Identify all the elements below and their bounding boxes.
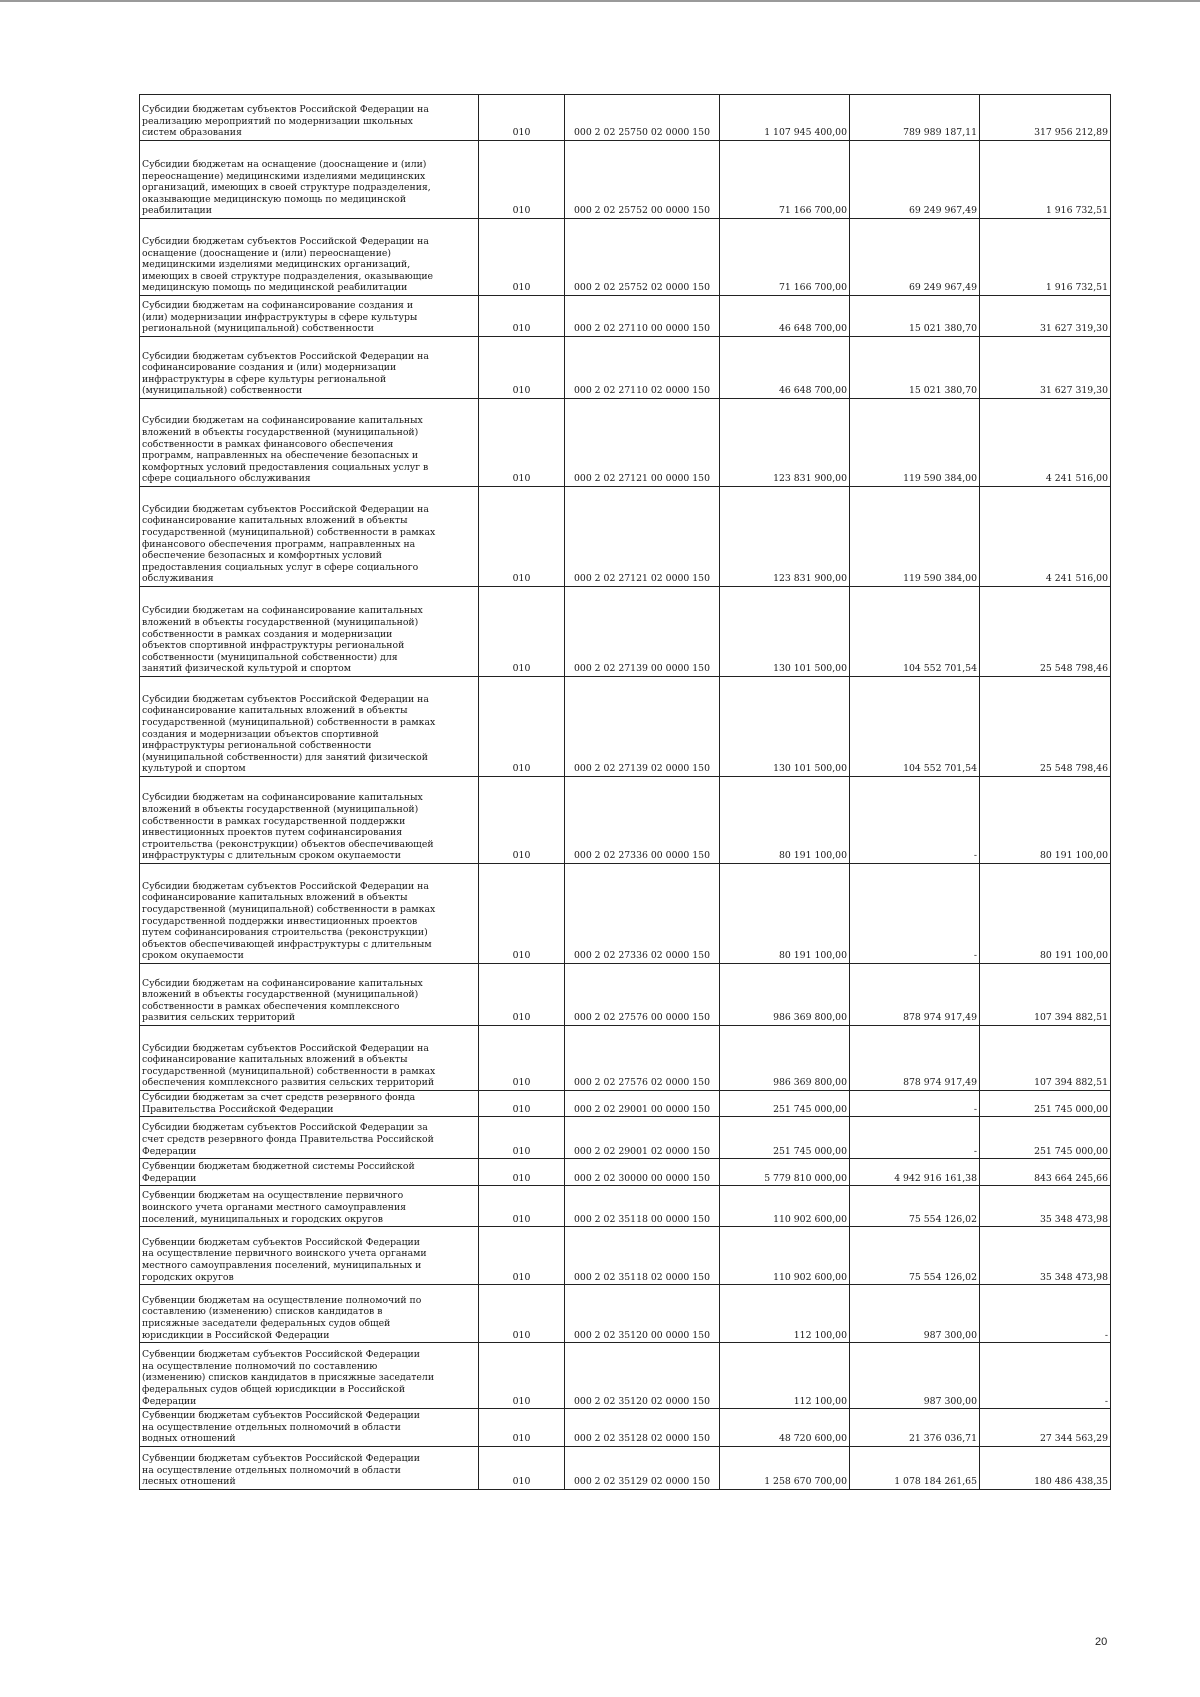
row-budget-code-text: 000 2 02 35118 02 0000 150 — [573, 1271, 711, 1283]
row-approved-amount-cell — [720, 399, 850, 487]
row-executed-amount-text: 104 552 701,54 — [903, 663, 977, 675]
row-budget-code-text: 000 2 02 35129 02 0000 150 — [573, 1476, 711, 1488]
row-admin-code-cell — [479, 219, 565, 296]
row-name-cell — [140, 1409, 479, 1447]
row-executed-amount-cell — [850, 1285, 980, 1343]
row-unexecuted-amount-text: 25 548 798,46 — [1039, 763, 1108, 775]
row-admin-code-cell — [479, 1159, 565, 1186]
row-name-cell — [140, 677, 479, 777]
row-name-cell — [140, 219, 479, 296]
row-budget-code-text: 000 2 02 25752 00 0000 150 — [573, 205, 711, 217]
row-approved-amount-cell — [720, 964, 850, 1026]
row-admin-code-cell — [479, 1026, 565, 1091]
row-budget-code-cell — [565, 677, 720, 777]
row-budget-code-cell — [565, 1091, 720, 1117]
row-approved-amount-text: 1 107 945 400,00 — [764, 127, 847, 139]
row-admin-code-text: 010 — [512, 1103, 531, 1115]
row-executed-amount-cell — [850, 1446, 980, 1489]
row-executed-amount-cell — [850, 677, 980, 777]
row-admin-code-cell — [479, 1227, 565, 1285]
row-name-cell — [140, 1159, 479, 1186]
row-executed-amount-cell — [850, 777, 980, 864]
row-budget-code-cell — [565, 1343, 720, 1409]
row-budget-code-cell — [565, 587, 720, 677]
table-row — [140, 1409, 1111, 1447]
row-approved-amount-text: 130 101 500,00 — [773, 663, 847, 675]
row-admin-code-cell — [479, 141, 565, 219]
row-name-text: Субсидии бюджетам субъектов Российской Федерации на софинансирование капитальных вложений в объекты государственной (муниципальной) собственности в рамках обеспечения комплексного развития сельских территорий — [142, 1042, 436, 1089]
row-unexecuted-amount-text: 4 241 516,00 — [1045, 573, 1108, 585]
row-name-text: Субвенции бюджетам субъектов Российской Федерации на осуществление полномочий по составлению (изменению) списков кандидатов в присяжные заседатели федеральных судов общей юрисдикции в Российской Федерации — [142, 1349, 435, 1407]
row-budget-code-cell — [565, 964, 720, 1026]
row-unexecuted-amount-cell — [980, 587, 1111, 677]
row-approved-amount-text: 80 191 100,00 — [778, 950, 847, 962]
row-admin-code-cell — [479, 1091, 565, 1117]
row-unexecuted-amount-cell — [980, 1186, 1111, 1227]
table-row — [140, 964, 1111, 1026]
row-admin-code-text: 010 — [512, 573, 531, 585]
row-budget-code-cell — [565, 399, 720, 487]
row-unexecuted-amount-text: 251 745 000,00 — [1034, 1103, 1108, 1115]
row-budget-code-cell — [565, 219, 720, 296]
row-budget-code-text: 000 2 02 29001 02 0000 150 — [573, 1145, 711, 1157]
row-executed-amount-cell — [850, 219, 980, 296]
row-admin-code-cell — [479, 487, 565, 587]
row-unexecuted-amount-cell — [980, 777, 1111, 864]
row-approved-amount-text: 112 100,00 — [793, 1395, 847, 1407]
row-budget-code-cell — [565, 1186, 720, 1227]
row-name-cell — [140, 1091, 479, 1117]
row-name-text: Субвенции бюджетам субъектов Российской Федерации на осуществление первичного воинского учета органами местного самоуправления поселений, муниципальных и городских округов — [142, 1236, 427, 1283]
row-admin-code-text: 010 — [512, 1172, 531, 1184]
row-executed-amount-text: 119 590 384,00 — [903, 473, 977, 485]
row-unexecuted-amount-text: 4 241 516,00 — [1045, 473, 1108, 485]
table-row — [140, 337, 1111, 399]
row-executed-amount-cell — [850, 1343, 980, 1409]
row-budget-code-text: 000 2 02 35118 00 0000 150 — [573, 1213, 711, 1225]
row-name-cell — [140, 296, 479, 337]
row-budget-code-text: 000 2 02 35120 00 0000 150 — [573, 1329, 711, 1341]
row-admin-code-text: 010 — [512, 950, 531, 962]
row-admin-code-cell — [479, 399, 565, 487]
row-name-text: Субсидии бюджетам субъектов Российской Федерации на софинансирование капитальных вложений в объекты государственной (муниципальной) собственности в рамках создания и модернизации объектов спортивной инфраструктуры региональной собственности (муниципальной собственности) для занятий физической культурой и спортом — [142, 693, 436, 775]
row-unexecuted-amount-text: 80 191 100,00 — [1039, 850, 1108, 862]
row-approved-amount-text: 110 902 600,00 — [773, 1213, 847, 1225]
row-executed-amount-cell — [850, 1186, 980, 1227]
table-row — [140, 1026, 1111, 1091]
row-name-text: Субсидии бюджетам субъектов Российской Федерации на софинансирование капитальных вложений в объекты государственной (муниципальной) собственности в рамках государственной поддержки инвестиционных проектов путем софинансирования строительства (реконструкции) объектов обеспечивающей инфраструктуры с длительным сроком окупаемости — [142, 880, 436, 962]
row-budget-code-text: 000 2 02 35120 02 0000 150 — [573, 1395, 711, 1407]
row-admin-code-cell — [479, 1285, 565, 1343]
row-budget-code-text: 000 2 02 25752 02 0000 150 — [573, 282, 711, 294]
table-row — [140, 777, 1111, 864]
row-unexecuted-amount-text: 35 348 473,98 — [1039, 1271, 1108, 1283]
row-admin-code-text: 010 — [512, 1476, 531, 1488]
table-row — [140, 219, 1111, 296]
table-row — [140, 1186, 1111, 1227]
table-row — [140, 1343, 1111, 1409]
table-row — [140, 95, 1111, 141]
row-name-cell — [140, 964, 479, 1026]
row-name-text: Субсидии бюджетам на софинансирование капитальных вложений в объекты государственной (муниципальной) собственности в рамках создания и модернизации объектов спортивной инфраструктуры региональной собственности (муниципальной собственности) для занятий физической культурой и спортом — [142, 605, 423, 675]
row-approved-amount-text: 1 258 670 700,00 — [764, 1476, 847, 1488]
row-admin-code-text: 010 — [512, 1012, 531, 1024]
row-admin-code-text: 010 — [512, 1271, 531, 1283]
row-executed-amount-cell — [850, 587, 980, 677]
row-approved-amount-text: 110 902 600,00 — [773, 1271, 847, 1283]
row-name-cell — [140, 337, 479, 399]
table-row — [140, 399, 1111, 487]
row-unexecuted-amount-text: 251 745 000,00 — [1034, 1145, 1108, 1157]
row-admin-code-cell — [479, 1409, 565, 1447]
row-name-text: Субсидии бюджетам за счет средств резервного фонда Правительства Российской Федерации — [142, 1092, 416, 1115]
table-row — [140, 677, 1111, 777]
row-unexecuted-amount-text: 180 486 438,35 — [1034, 1476, 1108, 1488]
row-executed-amount-cell — [850, 1091, 980, 1117]
row-name-cell — [140, 1117, 479, 1159]
row-executed-amount-cell — [850, 1117, 980, 1159]
row-admin-code-text: 010 — [512, 282, 531, 294]
row-approved-amount-cell — [720, 864, 850, 964]
row-unexecuted-amount-cell — [980, 1159, 1111, 1186]
table-row — [140, 1227, 1111, 1285]
row-unexecuted-amount-cell — [980, 95, 1111, 141]
row-name-cell — [140, 1285, 479, 1343]
row-admin-code-cell — [479, 677, 565, 777]
row-name-cell — [140, 141, 479, 219]
row-approved-amount-text: 986 369 800,00 — [773, 1077, 847, 1089]
row-executed-amount-text: 15 021 380,70 — [908, 323, 977, 335]
row-unexecuted-amount-text: 107 394 882,51 — [1034, 1012, 1108, 1024]
row-name-cell — [140, 1227, 479, 1285]
row-approved-amount-cell — [720, 1343, 850, 1409]
row-approved-amount-text: 112 100,00 — [793, 1329, 847, 1341]
row-approved-amount-cell — [720, 587, 850, 677]
row-unexecuted-amount-cell — [980, 1117, 1111, 1159]
row-budget-code-text: 000 2 02 27110 00 0000 150 — [573, 323, 711, 335]
row-name-text: Субсидии бюджетам на софинансирование капитальных вложений в объекты государственной (муниципальной) собственности в рамках финансового обеспечения программ, направленных на обеспечение безопасных и комфортных условий предоставления социальных услуг в сфере социального обслуживания — [142, 415, 429, 485]
row-unexecuted-amount-text: 107 394 882,51 — [1034, 1077, 1108, 1089]
row-unexecuted-amount-text: 31 627 319,30 — [1039, 385, 1108, 397]
row-budget-code-text: 000 2 02 27576 00 0000 150 — [573, 1012, 711, 1024]
row-name-text: Субсидии бюджетам субъектов Российской Федерации на софинансирование капитальных вложений в объекты государственной (муниципальной) собственности в рамках финансового обеспечения программ, направленных на обеспечение безопасных и комфортных условий предоставления социальных услуг в сфере социального обслуживания — [142, 503, 436, 585]
row-budget-code-text: 000 2 02 25750 02 0000 150 — [573, 127, 711, 139]
row-admin-code-cell — [479, 95, 565, 141]
row-approved-amount-text: 71 166 700,00 — [778, 282, 847, 294]
row-unexecuted-amount-text: 843 664 245,66 — [1034, 1172, 1108, 1184]
table-row — [140, 1117, 1111, 1159]
row-unexecuted-amount-cell — [980, 1227, 1111, 1285]
budget-table — [139, 94, 1111, 1490]
row-executed-amount-text: - — [973, 850, 977, 862]
row-executed-amount-text: 104 552 701,54 — [903, 763, 977, 775]
row-approved-amount-cell — [720, 141, 850, 219]
row-approved-amount-cell — [720, 1409, 850, 1447]
row-approved-amount-text: 251 745 000,00 — [773, 1103, 847, 1115]
row-unexecuted-amount-cell — [980, 1343, 1111, 1409]
row-approved-amount-cell — [720, 337, 850, 399]
row-admin-code-text: 010 — [512, 1213, 531, 1225]
row-approved-amount-cell — [720, 1026, 850, 1091]
row-executed-amount-text: - — [973, 1145, 977, 1157]
row-executed-amount-text: - — [973, 1103, 977, 1115]
table-row — [140, 587, 1111, 677]
row-budget-code-cell — [565, 1159, 720, 1186]
row-executed-amount-text: - — [973, 950, 977, 962]
row-unexecuted-amount-cell — [980, 1409, 1111, 1447]
row-approved-amount-cell — [720, 1091, 850, 1117]
row-budget-code-text: 000 2 02 27121 02 0000 150 — [573, 573, 711, 585]
row-name-text: Субсидии бюджетам на софинансирование капитальных вложений в объекты государственной (муниципальной) собственности в рамках обеспечения комплексного развития сельских территорий — [142, 977, 423, 1024]
row-name-cell — [140, 487, 479, 587]
row-executed-amount-text: 75 554 126,02 — [908, 1213, 977, 1225]
row-budget-code-cell — [565, 141, 720, 219]
row-name-cell — [140, 1446, 479, 1489]
row-budget-code-text: 000 2 02 27121 00 0000 150 — [573, 473, 711, 485]
row-executed-amount-cell — [850, 1159, 980, 1186]
row-approved-amount-cell — [720, 95, 850, 141]
row-name-text: Субсидии бюджетам субъектов Российской Федерации за счет средств резервного фонда Правительства Российской Федерации — [142, 1122, 434, 1157]
row-unexecuted-amount-cell — [980, 337, 1111, 399]
row-executed-amount-text: 15 021 380,70 — [908, 385, 977, 397]
row-approved-amount-cell — [720, 1227, 850, 1285]
row-name-text: Субсидии бюджетам субъектов Российской Федерации на софинансирование создания и (или) модернизации инфраструктуры в сфере культуры региональной (муниципальной) собственности — [142, 350, 429, 397]
row-admin-code-cell — [479, 777, 565, 864]
row-unexecuted-amount-text: 1 916 732,51 — [1045, 282, 1108, 294]
row-executed-amount-text: 878 974 917,49 — [903, 1077, 977, 1089]
row-unexecuted-amount-text: 80 191 100,00 — [1039, 950, 1108, 962]
row-name-text: Субсидии бюджетам на оснащение (дооснащение и (или) переоснащение) медицинскими изделиями медицинских организаций, имеющих в своей структуре подразделения, оказывающие медицинскую помощь по медицинской реабилитации — [142, 159, 431, 217]
row-name-text: Субсидии бюджетам субъектов Российской Федерации на реализацию мероприятий по модернизации школьных систем образования — [142, 104, 429, 139]
row-unexecuted-amount-text: 31 627 319,30 — [1039, 323, 1108, 335]
row-executed-amount-cell — [850, 964, 980, 1026]
row-unexecuted-amount-cell — [980, 219, 1111, 296]
row-unexecuted-amount-text: 27 344 563,29 — [1039, 1433, 1108, 1445]
page-number: 20 — [1095, 1636, 1108, 1648]
row-executed-amount-text: 878 974 917,49 — [903, 1012, 977, 1024]
table-row — [140, 1446, 1111, 1489]
row-approved-amount-cell — [720, 1285, 850, 1343]
row-executed-amount-text: 119 590 384,00 — [903, 573, 977, 585]
row-name-cell — [140, 777, 479, 864]
table-row — [140, 864, 1111, 964]
row-unexecuted-amount-text: 1 916 732,51 — [1045, 205, 1108, 217]
row-name-cell — [140, 1026, 479, 1091]
row-name-text: Субсидии бюджетам на софинансирование капитальных вложений в объекты государственной (муниципальной) собственности в рамках государственной поддержки инвестиционных проектов путем софинансирования строительства (реконструкции) объектов обеспечивающей инфраструктуры с длительным сроком окупаемости — [142, 792, 434, 862]
row-approved-amount-text: 80 191 100,00 — [778, 850, 847, 862]
row-admin-code-text: 010 — [512, 763, 531, 775]
row-approved-amount-cell — [720, 1186, 850, 1227]
row-admin-code-cell — [479, 296, 565, 337]
row-executed-amount-cell — [850, 1227, 980, 1285]
row-approved-amount-text: 986 369 800,00 — [773, 1012, 847, 1024]
row-admin-code-text: 010 — [512, 1395, 531, 1407]
row-name-cell — [140, 95, 479, 141]
row-unexecuted-amount-cell — [980, 1091, 1111, 1117]
row-name-text: Субвенции бюджетам бюджетной системы Российской Федерации — [142, 1161, 415, 1184]
row-budget-code-text: 000 2 02 27336 00 0000 150 — [573, 850, 711, 862]
row-budget-code-cell — [565, 777, 720, 864]
row-budget-code-text: 000 2 02 35128 02 0000 150 — [573, 1433, 711, 1445]
row-admin-code-text: 010 — [512, 1433, 531, 1445]
row-name-cell — [140, 864, 479, 964]
row-approved-amount-text: 46 648 700,00 — [778, 385, 847, 397]
row-admin-code-cell — [479, 1446, 565, 1489]
row-approved-amount-text: 71 166 700,00 — [778, 205, 847, 217]
row-budget-code-text: 000 2 02 27110 02 0000 150 — [573, 385, 711, 397]
row-approved-amount-text: 251 745 000,00 — [773, 1145, 847, 1157]
table-row — [140, 141, 1111, 219]
row-unexecuted-amount-text: 317 956 212,89 — [1034, 127, 1108, 139]
row-name-text: Субсидии бюджетам субъектов Российской Федерации на оснащение (дооснащение и (или) переоснащение) медицинскими изделиями медицинских организаций, имеющих в своей структуре подразделения, оказывающие медицинскую помощь по медицинской реабилитации — [142, 236, 434, 294]
row-executed-amount-cell — [850, 141, 980, 219]
row-budget-code-cell — [565, 1285, 720, 1343]
row-admin-code-text: 010 — [512, 473, 531, 485]
row-admin-code-cell — [479, 1343, 565, 1409]
row-executed-amount-text: 21 376 036,71 — [908, 1433, 977, 1445]
row-name-cell — [140, 399, 479, 487]
row-approved-amount-cell — [720, 487, 850, 587]
row-admin-code-text: 010 — [512, 205, 531, 217]
row-approved-amount-cell — [720, 1446, 850, 1489]
row-admin-code-text: 010 — [512, 1329, 531, 1341]
row-name-text: Субвенции бюджетам на осуществление первичного воинского учета органами местного самоуправления поселений, муниципальных и городских округов — [142, 1190, 407, 1225]
row-approved-amount-cell — [720, 777, 850, 864]
row-admin-code-text: 010 — [512, 1077, 531, 1089]
row-executed-amount-cell — [850, 864, 980, 964]
table-row — [140, 1285, 1111, 1343]
row-budget-code-text: 000 2 02 27576 02 0000 150 — [573, 1077, 711, 1089]
table-body — [140, 95, 1111, 1490]
row-executed-amount-text: 4 942 916 161,38 — [894, 1172, 977, 1184]
row-executed-amount-text: 75 554 126,02 — [908, 1271, 977, 1283]
row-executed-amount-text: 987 300,00 — [923, 1395, 977, 1407]
row-unexecuted-amount-cell — [980, 296, 1111, 337]
row-budget-code-cell — [565, 1409, 720, 1447]
row-budget-code-text: 000 2 02 30000 00 0000 150 — [573, 1172, 711, 1184]
row-approved-amount-text: 46 648 700,00 — [778, 323, 847, 335]
row-approved-amount-cell — [720, 677, 850, 777]
top-border-line — [0, 0, 1200, 2]
row-unexecuted-amount-text: 25 548 798,46 — [1039, 663, 1108, 675]
row-budget-code-cell — [565, 487, 720, 587]
row-admin-code-text: 010 — [512, 385, 531, 397]
row-unexecuted-amount-cell — [980, 1285, 1111, 1343]
row-budget-code-cell — [565, 1446, 720, 1489]
row-budget-code-cell — [565, 864, 720, 964]
row-approved-amount-cell — [720, 219, 850, 296]
row-approved-amount-text: 5 779 810 000,00 — [764, 1172, 847, 1184]
row-name-text: Субсидии бюджетам на софинансирование создания и (или) модернизации инфраструктуры в сфере культуры региональной (муниципальной) собственности — [142, 300, 418, 335]
row-name-cell — [140, 1343, 479, 1409]
row-unexecuted-amount-cell — [980, 964, 1111, 1026]
row-budget-code-text: 000 2 02 27336 02 0000 150 — [573, 950, 711, 962]
row-executed-amount-cell — [850, 1026, 980, 1091]
row-admin-code-text: 010 — [512, 663, 531, 675]
row-name-text: Субвенции бюджетам на осуществление полномочий по составлению (изменению) списков кандидатов в присяжные заседатели федеральных судов общей юрисдикции в Российской Федерации — [142, 1294, 422, 1341]
row-executed-amount-cell — [850, 296, 980, 337]
row-admin-code-cell — [479, 337, 565, 399]
row-admin-code-cell — [479, 964, 565, 1026]
row-budget-code-cell — [565, 296, 720, 337]
row-approved-amount-text: 130 101 500,00 — [773, 763, 847, 775]
row-name-cell — [140, 587, 479, 677]
row-budget-code-cell — [565, 1026, 720, 1091]
row-unexecuted-amount-cell — [980, 1026, 1111, 1091]
row-admin-code-cell — [479, 1117, 565, 1159]
row-budget-code-cell — [565, 1117, 720, 1159]
row-budget-code-cell — [565, 1227, 720, 1285]
table-row — [140, 1091, 1111, 1117]
row-unexecuted-amount-text: - — [1104, 1329, 1108, 1341]
row-budget-code-text: 000 2 02 29001 00 0000 150 — [573, 1103, 711, 1115]
row-name-text: Субвенции бюджетам субъектов Российской Федерации на осуществление отдельных полномочий в области водных отношений — [142, 1410, 420, 1445]
row-executed-amount-cell — [850, 95, 980, 141]
row-executed-amount-cell — [850, 399, 980, 487]
row-budget-code-text: 000 2 02 27139 00 0000 150 — [573, 663, 711, 675]
row-unexecuted-amount-cell — [980, 487, 1111, 587]
row-approved-amount-text: 123 831 900,00 — [773, 573, 847, 585]
row-executed-amount-cell — [850, 487, 980, 587]
row-admin-code-text: 010 — [512, 323, 531, 335]
row-admin-code-text: 010 — [512, 1145, 531, 1157]
row-unexecuted-amount-cell — [980, 864, 1111, 964]
row-admin-code-cell — [479, 587, 565, 677]
row-approved-amount-text: 48 720 600,00 — [778, 1433, 847, 1445]
row-name-cell — [140, 1186, 479, 1227]
row-name-text: Субвенции бюджетам субъектов Российской Федерации на осуществление отдельных полномочий в области лесных отношений — [142, 1453, 420, 1488]
row-approved-amount-cell — [720, 1159, 850, 1186]
row-unexecuted-amount-cell — [980, 677, 1111, 777]
row-executed-amount-text: 69 249 967,49 — [908, 282, 977, 294]
table-row — [140, 487, 1111, 587]
row-executed-amount-cell — [850, 1409, 980, 1447]
table-row — [140, 1159, 1111, 1186]
row-budget-code-cell — [565, 337, 720, 399]
row-executed-amount-text: 789 989 187,11 — [903, 127, 977, 139]
row-budget-code-cell — [565, 95, 720, 141]
row-admin-code-cell — [479, 1186, 565, 1227]
row-executed-amount-cell — [850, 337, 980, 399]
row-admin-code-text: 010 — [512, 850, 531, 862]
row-unexecuted-amount-cell — [980, 1446, 1111, 1489]
row-unexecuted-amount-cell — [980, 399, 1111, 487]
row-executed-amount-text: 987 300,00 — [923, 1329, 977, 1341]
row-budget-code-text: 000 2 02 27139 02 0000 150 — [573, 763, 711, 775]
row-unexecuted-amount-cell — [980, 141, 1111, 219]
table-row — [140, 296, 1111, 337]
row-approved-amount-cell — [720, 1117, 850, 1159]
row-admin-code-text: 010 — [512, 127, 531, 139]
row-executed-amount-text: 1 078 184 261,65 — [894, 1476, 977, 1488]
row-approved-amount-cell — [720, 296, 850, 337]
row-unexecuted-amount-text: - — [1104, 1395, 1108, 1407]
row-executed-amount-text: 69 249 967,49 — [908, 205, 977, 217]
row-approved-amount-text: 123 831 900,00 — [773, 473, 847, 485]
row-admin-code-cell — [479, 864, 565, 964]
row-unexecuted-amount-text: 35 348 473,98 — [1039, 1213, 1108, 1225]
